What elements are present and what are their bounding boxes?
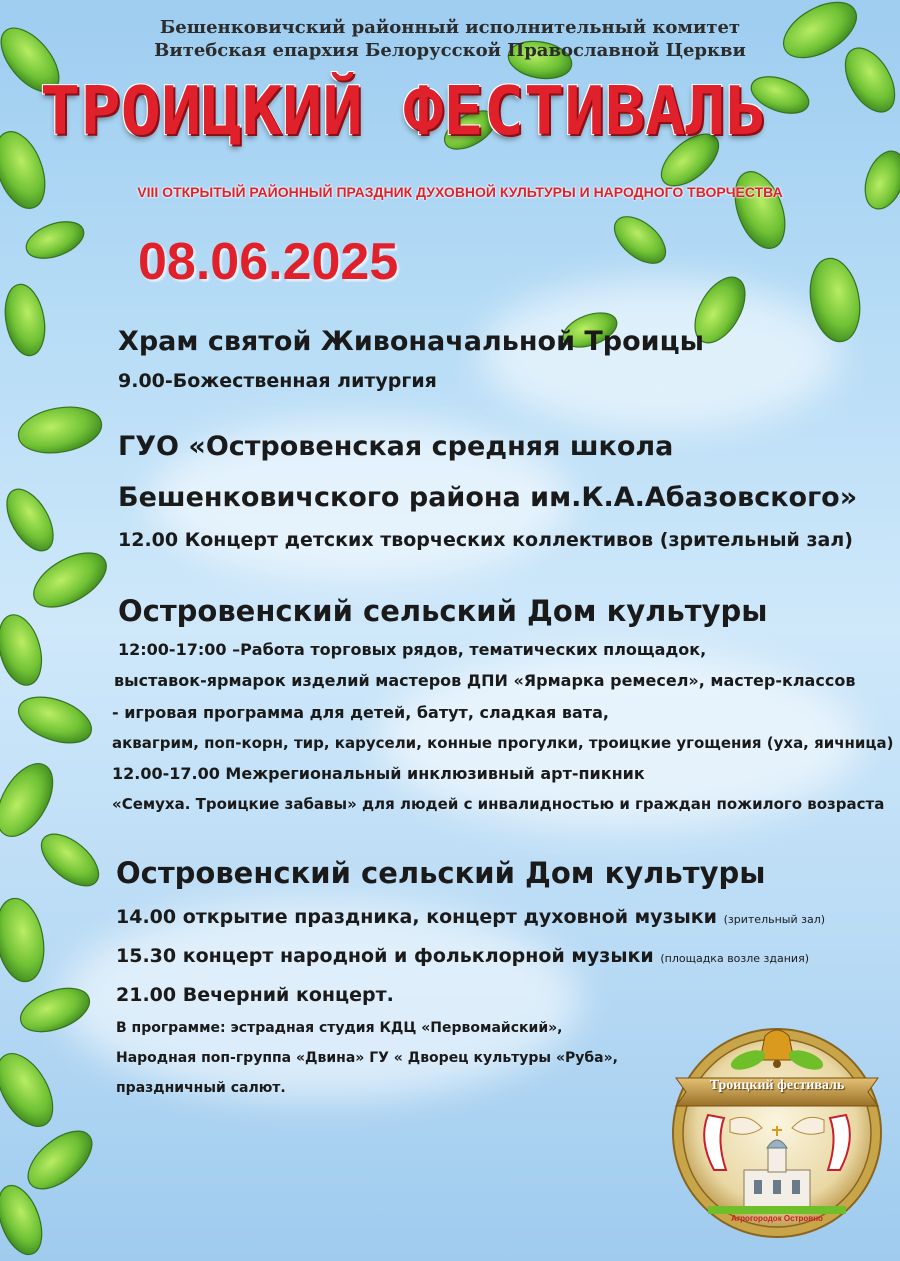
section4-item-text: 15.30 концерт народной и фольклорной музыки <box>116 945 654 967</box>
section2-venue-line2: Бешенковичского района им.К.А.Абазовского» <box>118 482 858 513</box>
section3-line: «Семуха. Троицкие забавы» для людей с инвалидностью и граждан пожилого возраста <box>112 795 885 813</box>
badge-location: Агрогородок Островно <box>731 1214 823 1223</box>
festival-badge <box>668 1020 886 1242</box>
section4-item <box>116 945 809 967</box>
section3-line: 12.00-17.00 Межрегиональный инклюзивный арт-пикник <box>112 764 645 783</box>
section4-program-line: В программе: эстрадная студия КДЦ «Первомайский», <box>116 1020 563 1036</box>
festival-subtitle: VIII ОТКРЫТЫЙ РАЙОННЫЙ ПРАЗДНИК ДУХОВНОЙ КУЛЬТУРЫ И НАРОДНОГО ТВОРЧЕСТВА <box>137 184 783 200</box>
section3-venue: Островенский сельский Дом культуры <box>118 594 768 628</box>
org-line-1: Бешенковичский районный исполнительный комитет <box>159 17 741 38</box>
section4-item-note: (площадка возле здания) <box>660 952 809 965</box>
section4-program-line: праздничный салют. <box>116 1080 286 1096</box>
section3-line: аквагрим, поп-корн, тир, карусели, конные прогулки, троицкие угощения (уха, яичница) <box>112 734 894 752</box>
section2-venue-line1: ГУО «Островенская средняя школа <box>118 431 674 462</box>
festival-date: 08.06.2025 <box>138 233 399 291</box>
section4-program-line: Народная поп-группа «Двина» ГУ « Дворец культуры «Руба», <box>116 1050 618 1066</box>
section4-item-text: 14.00 открытие праздника, концерт духовной музыки <box>116 906 717 928</box>
section4-item-note: (зрительный зал) <box>723 913 826 926</box>
badge-label: Троицкий фестиваль <box>709 1078 845 1093</box>
org-line-2: Витебская епархия Белорусской Православной Церкви <box>154 40 746 61</box>
section1-venue: Храм святой Живоначальной Троицы <box>118 326 705 357</box>
section3-line: выставок-ярмарок изделий мастеров ДПИ «Ярмарка ремесел», мастер-классов <box>114 671 856 690</box>
section1-item: 9.00-Божественная литургия <box>118 370 437 392</box>
section3-line: 12:00-17:00 –Работа торговых рядов, тематических площадок, <box>118 640 707 659</box>
section3-line: - игровая программа для детей, батут, сладкая вата, <box>112 703 609 722</box>
section2-item: 12.00 Концерт детских творческих коллективов (зрительный зал) <box>118 529 853 551</box>
festival-title: ТРОИЦКИЙ ФЕСТИВАЛЬ <box>40 72 767 150</box>
section4-venue: Островенский сельский Дом культуры <box>116 856 766 890</box>
section4-item: 21.00 Вечерний концерт. <box>116 984 394 1006</box>
section4-item <box>116 906 825 928</box>
